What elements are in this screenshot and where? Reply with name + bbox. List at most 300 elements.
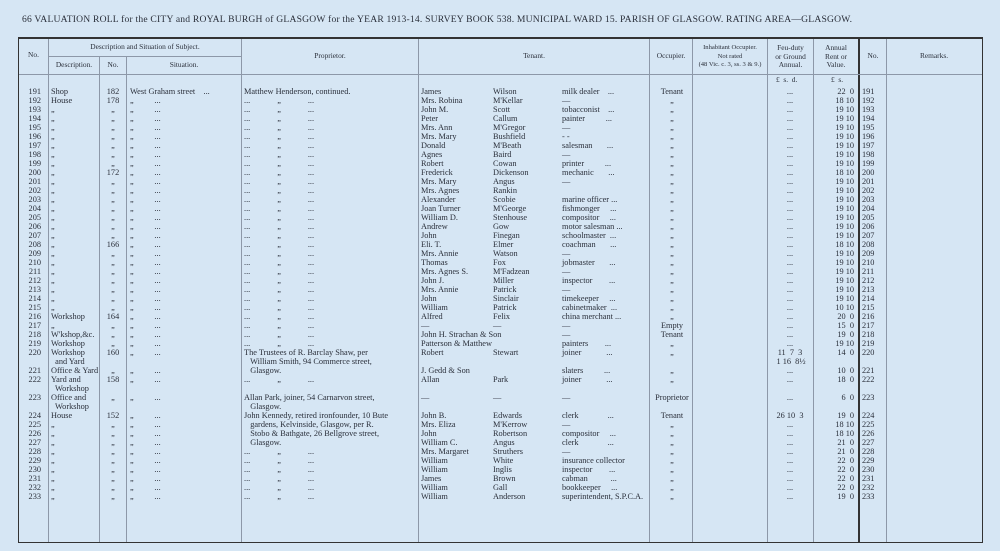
occupier: „ bbox=[670, 132, 674, 141]
annual-rent: 6 0 bbox=[841, 393, 854, 402]
description: „ bbox=[51, 132, 55, 141]
proprietor: ... „ ... bbox=[244, 339, 315, 348]
annual-rent: 22 0 bbox=[837, 456, 854, 465]
header-inhabitant-occupier: Inhabitant Occupier. Not rated (48 Vic. c. 3, ss. 3 & 9.) bbox=[698, 44, 762, 68]
occupier: „ bbox=[670, 348, 674, 357]
tenant-surname: Stewart bbox=[493, 348, 519, 357]
header-number: No. bbox=[107, 60, 119, 69]
tenant-first-name: Allan bbox=[421, 375, 440, 384]
row-number: 230 bbox=[28, 465, 41, 474]
row-number: 199 bbox=[28, 159, 41, 168]
table-row bbox=[19, 420, 981, 429]
table-row bbox=[19, 366, 981, 375]
description: Office & Yard bbox=[51, 366, 99, 375]
header-description: Description. bbox=[55, 60, 93, 69]
proprietor: ... „ ... bbox=[244, 312, 315, 321]
proprietor: ... „ ... bbox=[244, 105, 315, 114]
tenant-surname: Baird bbox=[493, 150, 512, 159]
tenant-occupation: bookkeeper ... bbox=[562, 483, 618, 492]
tenant-surname: Bushfield bbox=[493, 132, 526, 141]
situation: „ ... bbox=[130, 393, 161, 402]
tenant-occupation: superintendent, S.P.C.A. bbox=[562, 492, 644, 501]
street-number: „ bbox=[111, 258, 115, 267]
street-number: 166 bbox=[106, 240, 120, 249]
row-number: 213 bbox=[28, 285, 41, 294]
row-number: 194 bbox=[28, 114, 41, 123]
valuation-table bbox=[18, 37, 983, 543]
tenant-surname: M'George bbox=[493, 204, 527, 213]
description: „ bbox=[51, 294, 55, 303]
row-number: 205 bbox=[28, 213, 41, 222]
proprietor: Allan Park, joiner, 54 Carnarvon street, Glasgow. bbox=[244, 393, 375, 411]
header-annual-rent: Annual Rent or Value. bbox=[825, 43, 847, 69]
description: House bbox=[51, 411, 73, 420]
tenant-first-name: Mrs. Robina bbox=[421, 96, 463, 105]
row-number-right: 196 bbox=[862, 132, 875, 141]
situation: „ ... bbox=[130, 438, 161, 447]
table-row bbox=[19, 330, 981, 339]
table-row bbox=[19, 393, 981, 411]
situation: „ ... bbox=[130, 132, 161, 141]
feu-duty: ... bbox=[786, 159, 794, 168]
description: Workshop bbox=[51, 339, 85, 348]
table-row bbox=[19, 438, 981, 447]
table-row bbox=[19, 285, 981, 294]
feu-duty: ... bbox=[786, 231, 794, 240]
annual-rent: 18 10 bbox=[835, 429, 854, 438]
tenant-surname: Dickenson bbox=[493, 168, 529, 177]
row-number-right: 204 bbox=[862, 204, 875, 213]
row-number-right: 220 bbox=[862, 348, 875, 357]
row-number: 208 bbox=[28, 240, 41, 249]
street-number: 158 bbox=[106, 375, 120, 384]
table-row bbox=[19, 231, 981, 240]
situation: „ ... bbox=[130, 285, 161, 294]
row-number: 192 bbox=[28, 96, 41, 105]
tenant-occupation: cabman ... bbox=[562, 474, 617, 483]
tenant-occupation: jobmaster ... bbox=[562, 258, 616, 267]
occupier: „ bbox=[670, 420, 674, 429]
description: „ bbox=[51, 168, 55, 177]
proprietor: ... „ ... bbox=[244, 150, 315, 159]
occupier: „ bbox=[670, 105, 674, 114]
tenant-surname: Angus bbox=[493, 438, 515, 447]
description: „ bbox=[51, 114, 55, 123]
street-number: „ bbox=[111, 429, 115, 438]
street-number: „ bbox=[111, 186, 115, 195]
proprietor: ... „ ... bbox=[244, 114, 315, 123]
tenant-occupation: milk dealer ... bbox=[562, 87, 615, 96]
annual-rent: 19 10 bbox=[835, 204, 854, 213]
tenant-occupation: painters ... bbox=[562, 339, 612, 348]
situation: „ ... bbox=[130, 213, 161, 222]
tenant-surname: Gow bbox=[493, 222, 510, 231]
tenant-first-name: Mrs. Mary bbox=[421, 177, 457, 186]
tenant-first-name: Mrs. Annie bbox=[421, 249, 459, 258]
description: „ bbox=[51, 186, 55, 195]
row-number: 206 bbox=[28, 222, 41, 231]
tenant-occupation: — bbox=[562, 330, 571, 339]
tenant-surname: Cowan bbox=[493, 159, 517, 168]
annual-rent: 19 10 bbox=[835, 177, 854, 186]
feu-duty: ... bbox=[786, 150, 794, 159]
situation: „ ... bbox=[130, 312, 161, 321]
row-number: 196 bbox=[28, 132, 41, 141]
table-row bbox=[19, 276, 981, 285]
proprietor: ... „ ... bbox=[244, 177, 315, 186]
annual-rent: 19 10 bbox=[835, 294, 854, 303]
row-number-right: 219 bbox=[862, 339, 875, 348]
row-number-right: 229 bbox=[862, 456, 875, 465]
occupier: „ bbox=[670, 366, 674, 375]
occupier: „ bbox=[670, 456, 674, 465]
feu-duty: ... bbox=[786, 321, 794, 330]
row-number-right: 210 bbox=[862, 258, 875, 267]
description: „ bbox=[51, 447, 55, 456]
table-row bbox=[19, 294, 981, 303]
tenant-first-name: Alexander bbox=[421, 195, 456, 204]
occupier: „ bbox=[670, 96, 674, 105]
row-number: 198 bbox=[28, 150, 41, 159]
description: „ bbox=[51, 474, 55, 483]
street-number: „ bbox=[111, 456, 115, 465]
situation: „ ... bbox=[130, 222, 161, 231]
proprietor: ... „ ... bbox=[244, 330, 315, 339]
tenant-first-name: James bbox=[421, 474, 442, 483]
proprietor: John Kennedy, retired ironfounder, 10 Bute gardens, Kelvinside, Glasgow, per R. Stobo & Bathgate, 26 Bellgrove street, Glasgow. bbox=[244, 411, 389, 447]
feu-duty: ... bbox=[786, 294, 794, 303]
situation: „ ... bbox=[130, 429, 161, 438]
street-number: „ bbox=[111, 303, 115, 312]
situation: „ ... bbox=[130, 267, 161, 276]
tenant-occupation: compositor ... bbox=[562, 213, 616, 222]
street-number: „ bbox=[111, 249, 115, 258]
street-number: „ bbox=[111, 195, 115, 204]
street-number: „ bbox=[111, 267, 115, 276]
tenant-occupation: inspector ... bbox=[562, 465, 616, 474]
proprietor: ... „ ... bbox=[244, 294, 315, 303]
annual-rent: 10 0 bbox=[837, 366, 854, 375]
situation: „ ... bbox=[130, 276, 161, 285]
description: „ bbox=[51, 231, 55, 240]
occupier: „ bbox=[670, 159, 674, 168]
row-number-right: 215 bbox=[862, 303, 875, 312]
proprietor: The Trustees of R. Barclay Shaw, per William Smith, 94 Commerce street, Glasgow. bbox=[244, 348, 372, 375]
description: „ bbox=[51, 276, 55, 285]
proprietor: ... „ ... bbox=[244, 141, 315, 150]
header-situation: Situation. bbox=[169, 60, 199, 69]
proprietor: ... „ ... bbox=[244, 240, 315, 249]
annual-rent: 19 10 bbox=[835, 150, 854, 159]
row-number: 216 bbox=[28, 312, 41, 321]
annual-rent: 14 0 bbox=[837, 348, 854, 357]
occupier: „ bbox=[670, 267, 674, 276]
street-number: „ bbox=[111, 285, 115, 294]
street-number: 164 bbox=[106, 312, 120, 321]
feu-duty: ... bbox=[786, 186, 794, 195]
tenant-first-name: — bbox=[421, 321, 430, 330]
table-row bbox=[19, 303, 981, 312]
tenant-first-name: William bbox=[421, 492, 448, 501]
page-title: 66 VALUATION ROLL for the CITY and ROYAL BURGH of GLASGOW for the YEAR 1913-14. SURVEY BOOK 538. MUNICIPAL WARD 15. PARISH OF GLASGOW. RATING AREA—GLASGOW. bbox=[22, 14, 853, 25]
tenant-first-name: Alfred bbox=[421, 312, 443, 321]
tenant-first-name: William C. bbox=[421, 438, 458, 447]
situation: „ ... bbox=[130, 258, 161, 267]
row-number-right: 232 bbox=[862, 483, 875, 492]
row-number-right: 202 bbox=[862, 186, 875, 195]
row-number-right: 205 bbox=[862, 213, 875, 222]
row-number-right: 233 bbox=[862, 492, 875, 501]
row-number: 227 bbox=[28, 438, 41, 447]
description: Workshop and Yard bbox=[51, 348, 85, 366]
occupier: „ bbox=[670, 294, 674, 303]
row-number: 226 bbox=[28, 429, 41, 438]
annual-rent: 21 0 bbox=[837, 438, 854, 447]
header-no: No. bbox=[28, 50, 39, 59]
tenant-surname: Felix bbox=[493, 312, 511, 321]
proprietor: ... „ ... bbox=[244, 276, 315, 285]
situation: „ ... bbox=[130, 294, 161, 303]
tenant-first-name: Mrs. Annie bbox=[421, 285, 459, 294]
row-number: 220 bbox=[28, 348, 41, 357]
annual-rent: 19 10 bbox=[835, 123, 854, 132]
row-number-right: 231 bbox=[862, 474, 875, 483]
description: Shop bbox=[51, 87, 69, 96]
feu-duty: ... bbox=[786, 240, 794, 249]
row-number: 229 bbox=[28, 456, 41, 465]
feu-duty: ... bbox=[786, 105, 794, 114]
annual-rent: 18 10 bbox=[835, 420, 854, 429]
annual-rent: 19 10 bbox=[835, 222, 854, 231]
annual-rent: 10 10 bbox=[835, 303, 854, 312]
annual-rent: 19 10 bbox=[835, 141, 854, 150]
table-row bbox=[19, 240, 981, 249]
row-number-right: 212 bbox=[862, 276, 875, 285]
tenant-first-name: Thomas bbox=[421, 258, 448, 267]
row-number: 214 bbox=[28, 294, 41, 303]
annual-rent: 19 10 bbox=[835, 159, 854, 168]
rent-units: £ s. bbox=[831, 75, 844, 84]
tenant-surname: M'Fadzean bbox=[493, 267, 530, 276]
table-body bbox=[19, 87, 981, 501]
feu-duty: ... bbox=[786, 393, 794, 402]
header-proprietor: Proprietor. bbox=[314, 51, 346, 60]
tenant-surname: M'Gregor bbox=[493, 123, 526, 132]
tenant-surname: M'Kellar bbox=[493, 96, 523, 105]
tenant-surname: Wilson bbox=[493, 87, 517, 96]
tenant-occupation: — bbox=[562, 267, 571, 276]
row-number-right: 207 bbox=[862, 231, 875, 240]
description: „ bbox=[51, 438, 55, 447]
annual-rent: 15 0 bbox=[837, 321, 854, 330]
row-number: 232 bbox=[28, 483, 41, 492]
situation: „ ... bbox=[130, 186, 161, 195]
feu-duty: 26 10 3 bbox=[776, 411, 804, 420]
annual-rent: 19 10 bbox=[835, 249, 854, 258]
proprietor: ... „ ... bbox=[244, 159, 315, 168]
proprietor: ... „ ... bbox=[244, 321, 315, 330]
tenant-first-name: Donald bbox=[421, 141, 446, 150]
row-number-right: 198 bbox=[862, 150, 875, 159]
feu-units: £ s. d. bbox=[776, 75, 798, 84]
table-row bbox=[19, 249, 981, 258]
tenant-first-name: Robert bbox=[421, 348, 444, 357]
occupier: „ bbox=[670, 195, 674, 204]
tenant-surname: Watson bbox=[493, 249, 518, 258]
table-row bbox=[19, 312, 981, 321]
table-row bbox=[19, 213, 981, 222]
occupier: „ bbox=[670, 177, 674, 186]
annual-rent: 19 0 bbox=[837, 330, 854, 339]
street-number: 182 bbox=[106, 87, 120, 96]
proprietor: ... „ ... bbox=[244, 195, 315, 204]
header-divider bbox=[49, 56, 242, 57]
row-number-right: 225 bbox=[862, 420, 875, 429]
proprietor: ... „ ... bbox=[244, 492, 315, 501]
tenant-first-name: William bbox=[421, 483, 448, 492]
row-number: 222 bbox=[28, 375, 41, 384]
row-number: 224 bbox=[28, 411, 41, 420]
tenant-surname: Robertson bbox=[493, 429, 528, 438]
tenant-occupation: timekeeper ... bbox=[562, 294, 616, 303]
feu-duty: ... bbox=[786, 339, 794, 348]
tenant-first-name: Eli. T. bbox=[421, 240, 442, 249]
row-number-right: 211 bbox=[862, 267, 875, 276]
annual-rent: 19 0 bbox=[837, 411, 854, 420]
occupier: „ bbox=[670, 204, 674, 213]
occupier: „ bbox=[670, 465, 674, 474]
proprietor: ... „ ... bbox=[244, 168, 315, 177]
feu-duty: ... bbox=[786, 285, 794, 294]
street-number: „ bbox=[111, 159, 115, 168]
street-number: „ bbox=[111, 132, 115, 141]
annual-rent: 19 10 bbox=[835, 231, 854, 240]
situation: „ ... bbox=[130, 348, 161, 357]
street-number: „ bbox=[111, 447, 115, 456]
table-row bbox=[19, 456, 981, 465]
occupier: „ bbox=[670, 231, 674, 240]
tenant-occupation: - - bbox=[562, 132, 570, 141]
row-number: 218 bbox=[28, 330, 41, 339]
row-number-right: 213 bbox=[862, 285, 875, 294]
street-number: „ bbox=[111, 276, 115, 285]
street-number: „ bbox=[111, 492, 115, 501]
proprietor: ... „ ... bbox=[244, 123, 315, 132]
table-row bbox=[19, 141, 981, 150]
occupier: „ bbox=[670, 141, 674, 150]
occupier: Empty bbox=[660, 321, 684, 330]
occupier: „ bbox=[670, 213, 674, 222]
occupier: „ bbox=[670, 447, 674, 456]
row-number: 201 bbox=[28, 177, 41, 186]
feu-duty: ... bbox=[786, 258, 794, 267]
tenant-occupation: slaters ... bbox=[562, 366, 611, 375]
table-row bbox=[19, 87, 981, 96]
description: „ bbox=[51, 303, 55, 312]
feu-duty: ... bbox=[786, 168, 794, 177]
row-number-right: 197 bbox=[862, 141, 875, 150]
annual-rent: 22 0 bbox=[837, 474, 854, 483]
header-remarks: Remarks. bbox=[919, 51, 949, 60]
situation: „ ... bbox=[130, 240, 161, 249]
row-number: 212 bbox=[28, 276, 41, 285]
street-number: „ bbox=[111, 177, 115, 186]
annual-rent: 20 0 bbox=[837, 312, 854, 321]
row-number-right: 226 bbox=[862, 429, 875, 438]
annual-rent: 22 0 bbox=[837, 483, 854, 492]
street-number: „ bbox=[111, 231, 115, 240]
table-row bbox=[19, 96, 981, 105]
table-row bbox=[19, 159, 981, 168]
tenant-surname: Elmer bbox=[493, 240, 514, 249]
proprietor: ... „ ... bbox=[244, 375, 315, 384]
table-row bbox=[19, 222, 981, 231]
tenant-first-name: John J. bbox=[421, 276, 445, 285]
situation: „ ... bbox=[130, 366, 161, 375]
annual-rent: 19 10 bbox=[835, 339, 854, 348]
tenant-occupation: — bbox=[562, 150, 571, 159]
table-row bbox=[19, 339, 981, 348]
situation: „ ... bbox=[130, 420, 161, 429]
annual-rent: 19 10 bbox=[835, 105, 854, 114]
annual-rent: 19 10 bbox=[835, 195, 854, 204]
occupier: „ bbox=[670, 168, 674, 177]
description: „ bbox=[51, 105, 55, 114]
tenant-occupation: tobacconist ... bbox=[562, 105, 615, 114]
row-number: 219 bbox=[28, 339, 41, 348]
feu-duty: ... bbox=[786, 132, 794, 141]
street-number: „ bbox=[111, 204, 115, 213]
tenant-first-name: John B. bbox=[421, 411, 447, 420]
description: W'kshop,&c. bbox=[51, 330, 95, 339]
proprietor: ... „ ... bbox=[244, 258, 315, 267]
table-row bbox=[19, 132, 981, 141]
tenant-occupation: — bbox=[562, 177, 571, 186]
proprietor: ... „ ... bbox=[244, 222, 315, 231]
tenant-occupation: china merchant ... bbox=[562, 312, 622, 321]
tenant-occupation: insurance collector bbox=[562, 456, 625, 465]
description: „ bbox=[51, 267, 55, 276]
street-number: „ bbox=[111, 366, 115, 375]
row-number-right: 208 bbox=[862, 240, 875, 249]
description: „ bbox=[51, 204, 55, 213]
row-number-right: 230 bbox=[862, 465, 875, 474]
street-number: „ bbox=[111, 474, 115, 483]
tenant-occupation: — bbox=[562, 447, 571, 456]
feu-duty: ... bbox=[786, 465, 794, 474]
situation: „ ... bbox=[130, 105, 161, 114]
tenant-first-name: John M. bbox=[421, 105, 449, 114]
annual-rent: 19 10 bbox=[835, 267, 854, 276]
row-number-right: 192 bbox=[862, 96, 875, 105]
street-number: „ bbox=[111, 339, 115, 348]
tenant-first-name: William D. bbox=[421, 213, 458, 222]
street-number: 178 bbox=[106, 96, 120, 105]
feu-duty: ... bbox=[786, 267, 794, 276]
proprietor: ... „ ... bbox=[244, 213, 315, 222]
description: „ bbox=[51, 195, 55, 204]
feu-duty: ... bbox=[786, 474, 794, 483]
row-number-right: 193 bbox=[862, 105, 875, 114]
table-row bbox=[19, 483, 981, 492]
situation: „ ... bbox=[130, 141, 161, 150]
table-row bbox=[19, 429, 981, 438]
row-number: 217 bbox=[28, 321, 41, 330]
description: „ bbox=[51, 456, 55, 465]
row-number-right: 201 bbox=[862, 177, 875, 186]
situation: „ ... bbox=[130, 321, 161, 330]
description: Office and Workshop bbox=[51, 393, 89, 411]
